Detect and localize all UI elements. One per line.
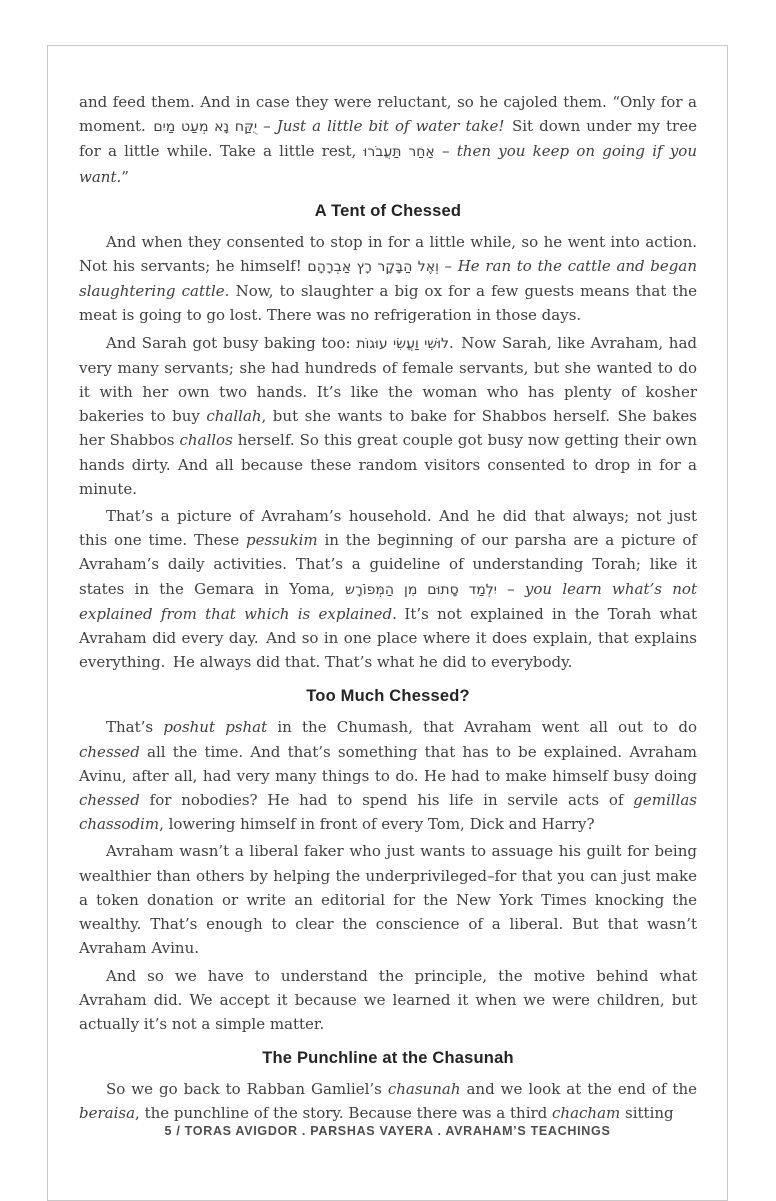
text-run: in the Chumash, that Avraham went all out to do: [267, 718, 697, 737]
text-run: , the punchline of the story. Because there was a third: [135, 1104, 553, 1123]
text-run: and we look at the end of the: [460, 1080, 697, 1099]
text-run: That’s: [106, 718, 164, 737]
text-run: –: [434, 142, 457, 161]
italic-translation: poshut pshat: [163, 718, 268, 737]
text-run: all the time. And that’s something that has to be explained. Avraham Avinu, after all, had very many things to do. He had to make himself busy doing: [79, 742, 697, 785]
hebrew-phrase: אַחַר תַּעֲבֹרוּ: [363, 144, 435, 161]
section-heading: A Tent of Chessed: [314, 201, 462, 220]
text-run: It’s not explained in the Torah what Avraham did every day. And so in one place where it does explain, that explains everything. He always did that. That’s what he did to everybody.: [79, 604, 697, 672]
italic-translation: chessed: [79, 742, 140, 761]
text-run: So we go back to Rabban Gamliel’s: [106, 1080, 388, 1099]
italic-translation: challah: [206, 407, 262, 426]
paragraph: [79, 90, 697, 189]
hebrew-phrase: לוּשִׁי וַעֲשִׂי עוּגוֹת: [356, 335, 449, 352]
italic-translation: chessed: [79, 791, 140, 810]
italic-translation: challos: [179, 431, 233, 450]
text-run: herself. So this great couple got busy now getting their own hands dirty. And all because these random visitors consented to drop in for a minute.: [79, 431, 698, 498]
italic-translation: chacham: [552, 1104, 621, 1123]
text-run: And Sarah got busy baking too:: [106, 333, 357, 352]
article-body: [79, 90, 697, 1129]
section-heading: The Punchline at the Chasunah: [262, 1049, 514, 1068]
italic-translation: you learn what’s not explained from that which is explained.: [79, 579, 697, 623]
paragraph: [79, 230, 697, 328]
italic-translation: pessukim: [245, 531, 318, 550]
text-run: –: [438, 257, 458, 276]
text-run: Now, to slaughter a big ox for a few guests means that the meat is going to go lost. There was no refrigeration in those days.: [79, 282, 697, 325]
text-run: –: [496, 579, 525, 598]
italic-translation: chasunah: [387, 1080, 461, 1099]
text-run: –: [257, 117, 277, 136]
italic-translation: gemillas chassodim: [79, 791, 697, 834]
text-run: , but she wants to bake for Shabbos herself. She bakes her Shabbos: [79, 407, 697, 450]
italic-translation: then you keep on going if you want.: [79, 142, 697, 186]
paragraph: [79, 504, 697, 674]
paragraph: [79, 839, 697, 960]
text-run: in the beginning of our parsha are a picture of Avraham’s daily activities. That’s a guideline of understanding Torah; like it states in the Gemara in Yoma,: [79, 531, 697, 598]
italic-translation: Just a little bit of water take!: [276, 117, 505, 136]
text-run: , lowering himself in front of every Tom, Dick and Harry?: [159, 815, 595, 834]
text-run: ”: [121, 167, 129, 186]
paragraph: [79, 331, 697, 501]
section-heading: Too Much Chessed?: [306, 687, 470, 706]
text-run: and feed them. And in case they were reluctant, so he cajoled them. “Only for a moment.: [79, 93, 697, 136]
paragraph: [79, 1077, 697, 1125]
text-run: sitting: [620, 1104, 674, 1123]
footer-running-title: 5 / TORAS AVIGDOR . PARSHAS VAYERA . AVRAHAM’S TEACHINGS: [155, 1124, 621, 1138]
paragraph: [79, 964, 697, 1037]
italic-translation: beraisa: [79, 1104, 136, 1123]
hebrew-phrase: וְאֶל הַבָּקָר רָץ אַבְרָהָם: [307, 259, 439, 276]
italic-translation: He ran to the cattle and began slaughtering cattle.: [79, 257, 697, 301]
hebrew-phrase: יִלְמַד סָתוּם מִן הַמְּפוֹרָׁש: [345, 581, 497, 598]
hebrew-phrase: יֻקַּח נָא מְעַט מַיִם: [153, 119, 258, 136]
text-run: And when they consented to stop in for a little while, so he went into action. Not his servants; he himself!: [79, 232, 697, 276]
text-run: . Now Sarah, like Avraham, had very many servants; she had hundreds of female servants, but she wanted to do it with her own two hands. It’s like the woman who has plenty of kosher bakeries to buy: [79, 333, 697, 426]
text-run: for nobodies? He had to spend his life in servile acts of: [139, 791, 634, 810]
text-run: Sit down under my tree for a little while. Take a little rest,: [79, 117, 697, 161]
text-run: And so we have to understand the principle, the motive behind what Avraham did. We accept it because we learned it when we were children, but actually it’s not a simple matter.: [79, 966, 697, 1033]
text-run: That’s a picture of Avraham’s household. And he did that always; not just this one time. These: [79, 507, 697, 550]
text-run: Avraham wasn’t a liberal faker who just wants to assuage his guilt for being wealthier than others by helping the underprivileged–for that you can just make a token donation or write an editorial for the New York Times knocking the wealthy. That’s enough to clear the conscience of a liberal. But that wasn’t Avraham Avinu.: [79, 842, 697, 958]
page-footer: [47, 1120, 728, 1139]
paragraph: [79, 715, 697, 836]
